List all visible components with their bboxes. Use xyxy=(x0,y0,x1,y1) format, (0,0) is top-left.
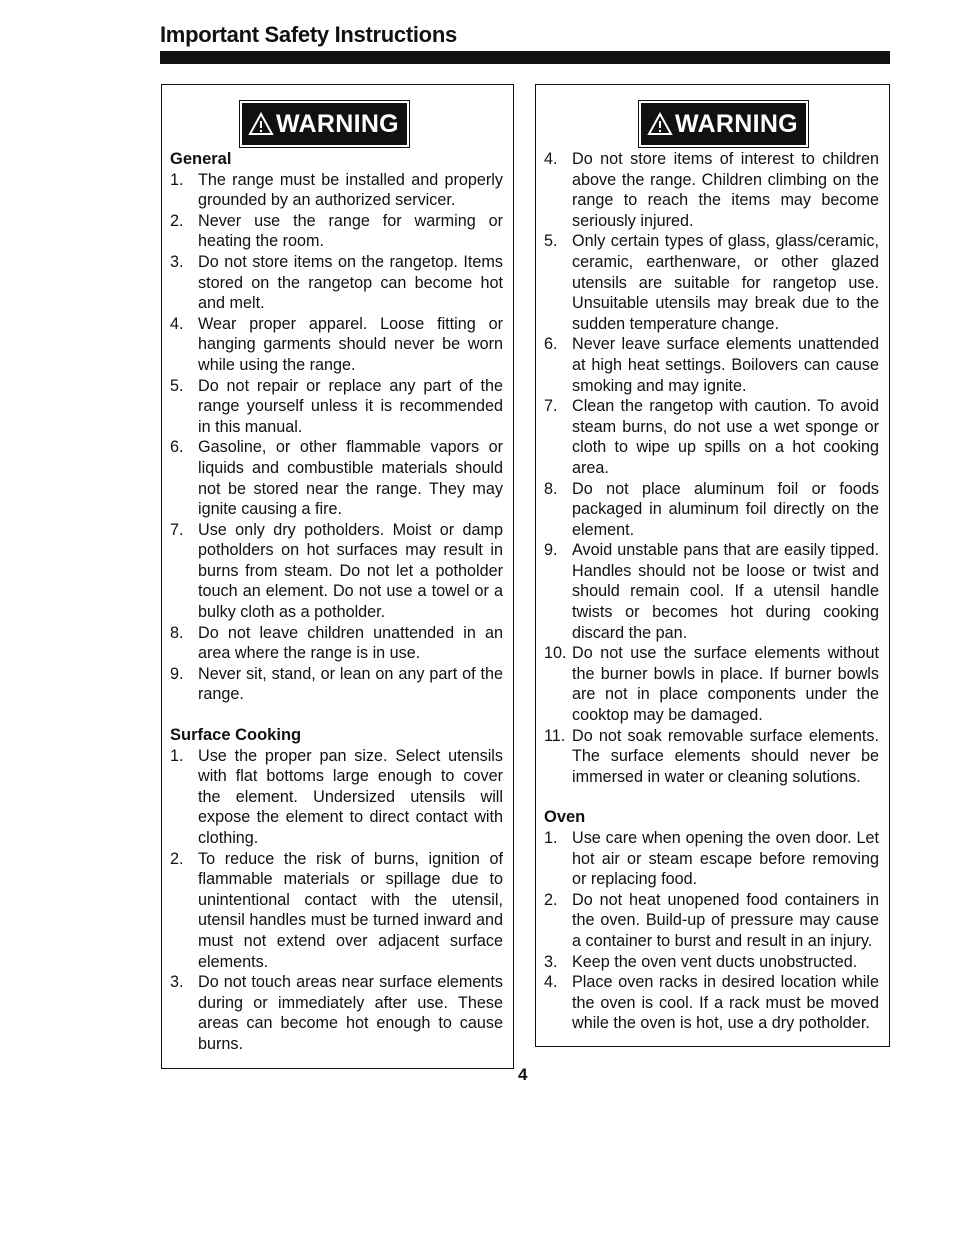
item-text: Do not use the surface elements without the burner bowls in place. If burner bowls are not in place components under the cooktop may be damaged. xyxy=(572,644,879,725)
item-number: 7. xyxy=(544,397,558,416)
item-text: Avoid unstable pans that are easily tipped. Handles should not be loose or twist and should remain cool. If a utensil handle twists or becomes hot during cooking discard the pan. xyxy=(572,541,879,642)
list-item xyxy=(544,231,879,334)
item-number: 6. xyxy=(544,335,558,354)
item-number: 9. xyxy=(170,664,184,683)
general-list xyxy=(170,170,503,705)
item-number: 2. xyxy=(170,849,184,868)
general-continued-list xyxy=(544,149,879,787)
list-item xyxy=(170,437,503,519)
item-number: 5. xyxy=(544,232,558,251)
list-item xyxy=(170,849,503,973)
section-heading-general: General xyxy=(170,150,232,168)
warning-label: WARNING xyxy=(276,109,399,138)
list-item xyxy=(544,396,879,478)
list-item xyxy=(170,376,503,438)
item-text: Do not heat unopened food containers in the oven. Build-up of pressure may cause a container to burst and result in an injury. xyxy=(572,890,879,950)
item-number: 1. xyxy=(170,746,184,765)
right-panel-content xyxy=(544,149,879,1034)
list-item xyxy=(170,211,503,252)
item-number: 7. xyxy=(170,520,184,539)
item-text: Do not leave children unattended in an area where the range is in use. xyxy=(198,623,503,663)
item-number: 4. xyxy=(544,973,558,992)
item-text: Gasoline, or other flammable vapors or liquids and combustible materials should not be stored near the range. They may ignite causing a fire. xyxy=(198,438,503,519)
item-text: The range must be installed and properly grounded by an authorized servicer. xyxy=(198,170,503,210)
item-text: To reduce the risk of burns, ignition of flammable materials or spillage due to unintentional contact with the utensil, utensil handles must be turned inward and must not extend over adjacent surface elements. xyxy=(198,849,503,971)
item-number: 1. xyxy=(544,829,558,847)
list-item xyxy=(170,623,503,664)
item-text: Do not soak removable surface elements. The surface elements should never be immersed in water or cleaning solutions. xyxy=(572,726,879,786)
item-number: 4. xyxy=(170,314,184,333)
item-number: 11. xyxy=(544,726,566,745)
warning-label: WARNING xyxy=(675,109,798,138)
list-item xyxy=(544,334,879,396)
item-text: Only certain types of glass, glass/ceramic, ceramic, earthenware, or other glazed utensils are suitable for rangetop use. Unsuitable utensils may break due to the sudden temperature change. xyxy=(572,232,879,333)
left-panel-content xyxy=(170,149,503,1055)
item-text: Do not store items on the rangetop. Items stored on the rangetop can become hot and melt. xyxy=(198,252,503,313)
item-text: Do not touch areas near surface elements during or immediately after use. These areas can become hot enough to cause burns. xyxy=(198,973,503,1053)
item-text: Wear proper apparel. Loose fitting or hanging garments should never be worn while using the range. xyxy=(198,314,503,374)
list-item xyxy=(170,252,503,314)
section-heading-surface-cooking: Surface Cooking xyxy=(170,726,302,745)
list-item xyxy=(544,972,879,1034)
item-number: 6. xyxy=(170,438,184,457)
warning-badge xyxy=(641,103,806,145)
item-text: Clean the rangetop with caution. To avoid steam burns, do not use a wet sponge or cloth to wipe up spills on a hot cooking area. xyxy=(572,397,879,477)
item-number: 10. xyxy=(544,644,567,663)
left-warning-panel xyxy=(161,84,514,1069)
item-text: Use the proper pan size. Select utensils with flat bottoms large enough to cover the element. Undersized utensils will expose the element to direct contact with clothing. xyxy=(198,746,503,847)
warning-triangle-icon xyxy=(647,112,673,136)
list-item xyxy=(170,314,503,376)
right-warning-panel xyxy=(535,84,890,1047)
list-item xyxy=(544,540,879,643)
item-text: Keep the oven vent ducts unobstructed. xyxy=(572,952,858,971)
item-number: 8. xyxy=(544,479,558,498)
item-text: Use care when opening the oven door. Let hot air or steam escape before removing or replacing food. xyxy=(572,829,879,889)
item-text: Use only dry potholders. Moist or damp potholders on hot surfaces may result in burns from steam. Do not let a potholder touch an element. Do not use a towel or a bulky cloth as a potholder. xyxy=(198,520,503,622)
item-text: Do not store items of interest to children above the range. Children climbing on the range to reach the items may become seriously injured. xyxy=(572,150,879,230)
list-item xyxy=(544,643,879,725)
list-item xyxy=(544,479,879,541)
item-number: 1. xyxy=(170,170,184,189)
list-item xyxy=(544,952,879,973)
item-text: Do not repair or replace any part of the range yourself unless it is recommended in this manual. xyxy=(198,376,503,436)
item-number: 5. xyxy=(170,376,184,395)
item-number: 2. xyxy=(544,890,558,909)
warning-triangle-icon xyxy=(248,112,274,136)
oven-list xyxy=(544,828,879,1034)
list-item xyxy=(170,520,503,623)
item-text: Do not place aluminum foil or foods packaged in aluminum foil directly on the element. xyxy=(572,479,879,539)
item-text: Never use the range for warming or heating the room. xyxy=(198,211,503,251)
item-number: 9. xyxy=(544,541,558,560)
title-rule xyxy=(160,51,890,64)
item-text: Place oven racks in desired location while the oven is cool. If a rack must be moved while the oven is hot, use a dry potholder. xyxy=(572,973,879,1033)
list-item xyxy=(544,726,879,788)
item-number: 3. xyxy=(170,973,184,992)
page-number: 4 xyxy=(518,1065,528,1084)
list-item xyxy=(544,828,879,890)
item-number: 3. xyxy=(170,252,184,271)
surface-cooking-list xyxy=(170,746,503,1055)
list-item xyxy=(170,170,503,211)
list-item xyxy=(544,149,879,231)
list-item xyxy=(170,746,503,849)
item-number: 8. xyxy=(170,623,184,642)
item-number: 3. xyxy=(544,952,558,971)
item-number: 4. xyxy=(544,150,558,168)
section-heading-oven: Oven xyxy=(544,808,586,827)
item-number: 2. xyxy=(170,211,184,230)
item-text: Never sit, stand, or lean on any part of the range. xyxy=(198,664,503,704)
list-item xyxy=(544,890,879,952)
list-item xyxy=(170,972,503,1054)
warning-badge xyxy=(242,103,407,145)
item-text: Never leave surface elements unattended at high heat settings. Boilovers can cause smoking and may ignite. xyxy=(572,335,879,395)
page-title: Important Safety Instructions xyxy=(160,22,457,47)
list-item xyxy=(170,664,503,705)
